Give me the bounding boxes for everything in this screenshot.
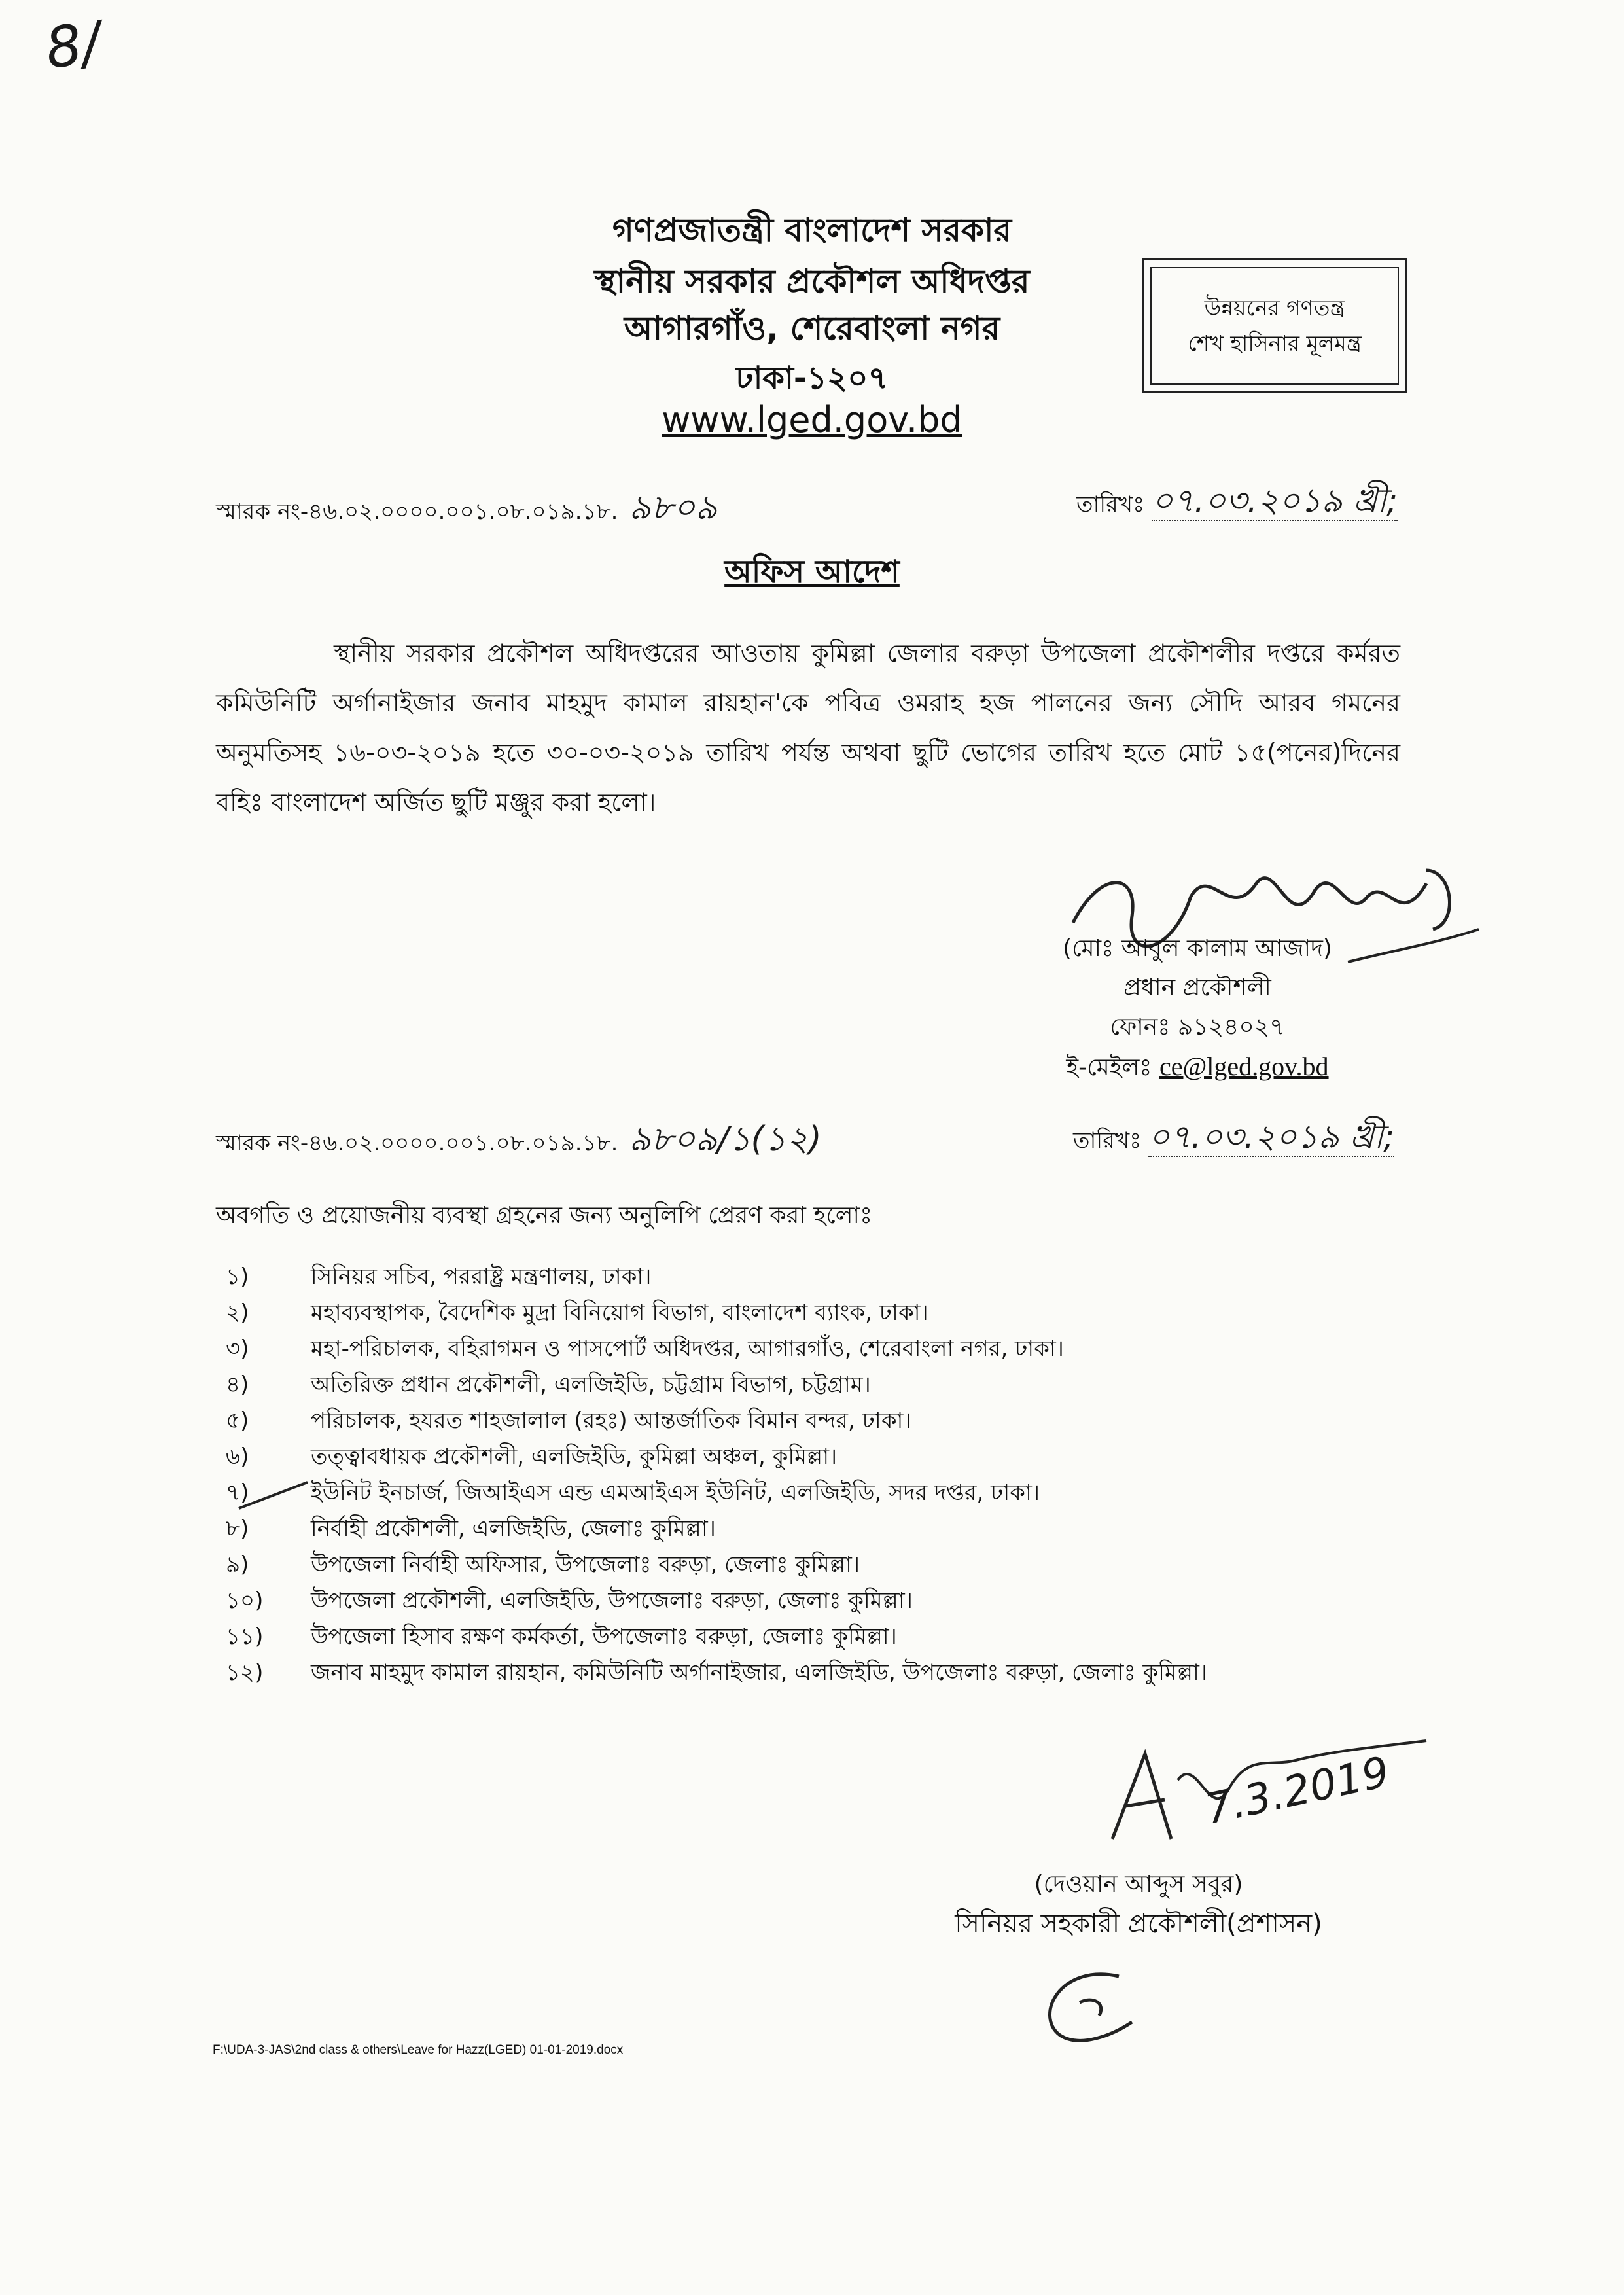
signatory2-sign-date: 7.3.2019	[1201, 1748, 1394, 1834]
distribution-item: ১১) উপজেলা হিসাব রক্ষণ কর্মকর্তা, উপজেলাঃ বরুড়া, জেলাঃ কুমিল্লা।	[226, 1624, 897, 1650]
signatory1-email-line	[1034, 1047, 1361, 1088]
distribution-item: ৬) তত্ত্বাবধায়ক প্রকৌশলী, এলজিইডি, কুমিল্লা অঞ্চল, কুমিল্লা।	[226, 1444, 838, 1470]
distribution-item: ৮) নির্বাহী প্রকৌশলী, এলজিইডি, জেলাঃ কুমিল্লা।	[226, 1516, 716, 1542]
signatory1-designation: প্রধান প্রকৌশলী	[1123, 974, 1271, 1001]
header-city: ঢাকা-১২০৭	[735, 360, 889, 397]
memo1-date-label: তারিখঃ	[1076, 491, 1145, 518]
memo1-date	[1076, 476, 1398, 531]
memo2-reference	[216, 1112, 822, 1169]
signatory2-block	[903, 1865, 1374, 1944]
distribution-item: ১) সিনিয়র সচিব, পররাষ্ট্র মন্ত্রণালয়, ঢাকা।	[226, 1264, 652, 1290]
signatory1-block	[1034, 929, 1361, 1088]
signatory1-email-label: ই-মেইলঃ	[1066, 1054, 1152, 1081]
order-title: অফিস আদেশ	[724, 554, 900, 590]
memo2-ref-number: ৯৮০৯/১(১২)	[629, 1120, 822, 1159]
order-body: স্থানীয় সরকার প্রকৌশল অধিদপ্তরের আওতায় কুমিল্লা জেলার বরুড়া উপজেলা প্রকৌশলীর দপ্তরে কর্মরত কমিউনিটি অর্গানাইজার জনাব মাহমুদ কামাল রায়হান'কে পবিত্র ওমরাহ হজ পালনের জন্য সৌদি আরব গমনের অনুমতিসহ ১৬-০৩-২০১৯ হতে ৩০-০৩-২০১৯ তারিখ পর্যন্ত অথবা ছুটি ভোগের তারিখ হতে মোট ১৫(পনের)দিনের বহিঃ বাংলাদেশ অর্জিত ছুটি মঞ্জুর করা হলো।	[216, 639, 1400, 817]
memo2-ref-label: স্মারক নং-৪৬.০২.০০০০.০০১.০৮.০১৯.১৮.	[216, 1130, 618, 1156]
slogan-line-2: শেখ হাসিনার মূলমন্ত্র	[1188, 330, 1362, 356]
signatory1-email[interactable]: ce@lged.gov.bd	[1159, 1052, 1329, 1081]
header-address: আগারগাঁও, শেরেবাংলা নগর	[624, 310, 1000, 347]
distribution-item: ৭) ইউনিট ইনচার্জ, জিআইএস এন্ড এমআইএস ইউনিট, এলজিইডি, সদর দপ্তর, ঢাকা।	[226, 1480, 1040, 1506]
signatory1-name: (মোঃ আবুল কালাম আজাদ)	[1063, 935, 1332, 962]
header-govt-name: গণপ্রজাতন্ত্রী বাংলাদেশ সরকার	[612, 211, 1012, 249]
distribution-item: ৫) পরিচালক, হযরত শাহজালাল (রহঃ) আন্তর্জাতিক বিমান বন্দর, ঢাকা।	[226, 1408, 911, 1434]
memo1-date-value: ০৭.০৩.২০১৯ খ্রী;	[1152, 482, 1398, 520]
memo1-reference	[216, 481, 717, 538]
distribution-item: ৪) অতিরিক্ত প্রধান প্রকৌশলী, এলজিইডি, চট্টগ্রাম বিভাগ, চট্টগ্রাম।	[226, 1372, 871, 1398]
header-department: স্থানীয় সরকার প্রকৌশল অধিদপ্তর	[594, 262, 1030, 300]
footer-file-path: F:\UDA-3-JAS\2nd class & others\Leave for Hazz(LGED) 01-01-2019.docx	[213, 2043, 624, 2057]
memo1-ref-number: ৯৮০৯	[629, 488, 718, 527]
corner-page-mark: 8/	[41, 9, 105, 82]
header-website[interactable]: www.lged.gov.bd	[662, 399, 962, 440]
memo2-date	[1073, 1112, 1394, 1167]
memo2-date-label: তারিখঃ	[1073, 1128, 1142, 1154]
slogan-line-1: উন্নয়নের গণতন্ত্র	[1204, 295, 1345, 321]
distribution-item: ১২) জনাব মাহমুদ কামাল রায়হান, কমিউনিটি অর্গানাইজার, এলজিইডি, উপজেলাঃ বরুড়া, জেলাঃ কুমিল্লা।	[226, 1660, 1208, 1686]
signatory2-name: (দেওয়ান আব্দুস সবুর)	[1034, 1871, 1243, 1898]
slogan-box	[1142, 258, 1407, 393]
distribution-item: ৯) উপজেলা নির্বাহী অফিসার, উপজেলাঃ বরুড়া, জেলাঃ কুমিল্লা।	[226, 1552, 860, 1578]
distribution-item: ১০) উপজেলা প্রকৌশলী, এলজিইডি, উপজেলাঃ বরুড়া, জেলাঃ কুমিল্লা।	[226, 1588, 913, 1614]
initial-mark	[1021, 1957, 1152, 2055]
memo2-date-value: ০৭.০৩.২০১৯ খ্রী;	[1148, 1118, 1395, 1156]
signatory1-phone: ফোনঃ ৯১২৪০২৭	[1110, 1014, 1285, 1041]
distribution-intro: অবগতি ও প্রয়োজনীয় ব্যবস্থা গ্রহনের জন্য অনুলিপি প্রেরণ করা হলোঃ	[216, 1202, 873, 1229]
distribution-item: ২) মহাব্যবস্থাপক, বৈদেশিক মুদ্রা বিনিয়োগ বিভাগ, বাংলাদেশ ব্যাংক, ঢাকা।	[226, 1300, 928, 1326]
signatory2-designation: সিনিয়র সহকারী প্রকৌশলী(প্রশাসন)	[955, 1909, 1322, 1939]
distribution-item: ৩) মহা-পরিচালক, বহিরাগমন ও পাসপোর্ট অধিদপ্তর, আগারগাঁও, শেরেবাংলা নগর, ঢাকা।	[226, 1336, 1064, 1362]
distribution-list	[226, 1260, 1371, 1692]
memo1-ref-label: স্মারক নং-৪৬.০২.০০০০.০০১.০৮.০১৯.১৮.	[216, 499, 618, 525]
handwritten-tick-mark	[236, 1476, 314, 1515]
